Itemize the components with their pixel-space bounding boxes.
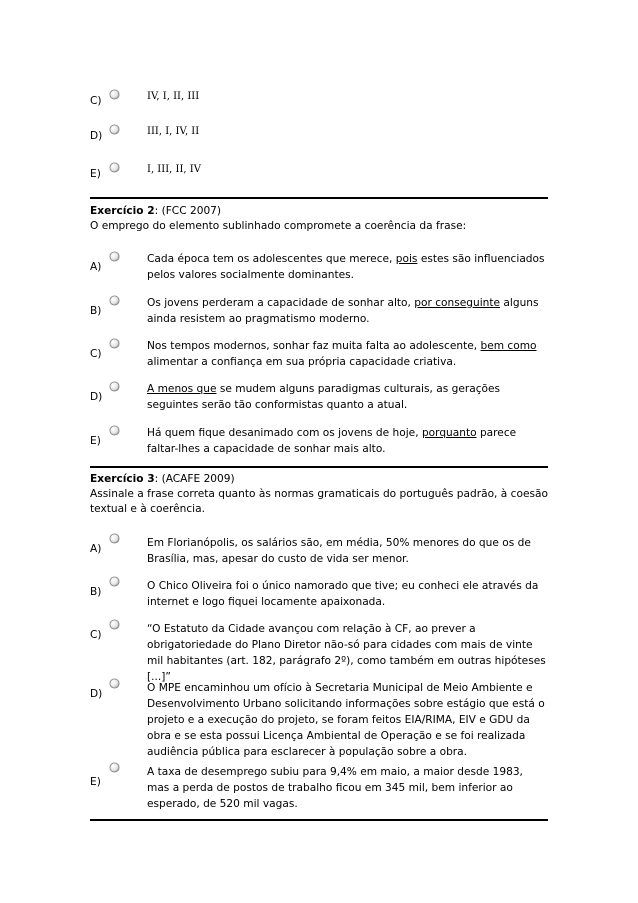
exercise-3-header xyxy=(90,472,552,517)
option-letter: A) xyxy=(90,261,102,273)
option-letter: D) xyxy=(90,688,103,700)
ex3-option-e xyxy=(90,762,550,812)
option-letter: C) xyxy=(90,95,102,107)
ex2-option-d xyxy=(90,381,550,415)
text-pre: Os jovens perderam a capacidade de sonhar alto, xyxy=(147,297,415,309)
option-letter: E) xyxy=(90,168,101,180)
text-pre: Nos tempos modernos, sonhar faz muita falta ao adolescente, xyxy=(147,340,481,352)
radio-button[interactable] xyxy=(109,678,120,689)
text-post: se mudem alguns paradigmas culturais, as gerações seguintes serão tão conformistas quanto a atual. xyxy=(147,383,501,411)
ex3-option-c xyxy=(90,619,550,683)
text-post: alimentar a confiança em sua própria capacidade criativa. xyxy=(147,356,457,368)
underlined-term: bem como xyxy=(480,340,537,352)
radio-button[interactable] xyxy=(109,124,120,135)
option-text: O MPE encaminhou um ofício à Secretaria Municipal de Meio Ambiente e Desenvolvimento Urbano solicitando informações sobre estágio que está o projeto e a execução do projeto, se foram feitos EIA/RIMA, EIV e GDU da obra e se esta possui Licença Ambiental de Operação e se foi realizada audiência pública para esclarecer à população sobre a obra. xyxy=(147,682,545,758)
option-text xyxy=(147,381,547,413)
underlined-term: pois xyxy=(395,253,418,265)
option-text xyxy=(147,338,547,370)
ex3-option-d xyxy=(90,678,550,758)
divider xyxy=(90,197,548,199)
exercise-prompt: Assinale a frase correta quanto às normas gramaticais do português padrão, à coesão textual e à coerência. xyxy=(90,488,548,515)
option-text: A taxa de desemprego subiu para 9,4% em maio, a maior desde 1983, mas a perda de postos de trabalho ficou em 345 mil, bem inferior ao esperado, de 520 mil vagas. xyxy=(147,766,523,810)
option-text: IV, I, II, III xyxy=(147,91,200,102)
text-post: parece faltar-lhes a capacidade de sonhar mais alto. xyxy=(147,427,517,455)
radio-button[interactable] xyxy=(109,619,120,630)
exercise-title xyxy=(90,472,552,487)
ex3-option-b xyxy=(90,576,550,610)
text-post: estes são influenciados pelos valores socialmente dominantes. xyxy=(147,253,545,281)
option-letter: E) xyxy=(90,435,101,447)
radio-button[interactable] xyxy=(109,762,120,773)
radio-button[interactable] xyxy=(109,425,120,436)
ex2-option-a xyxy=(90,251,550,285)
exercise-prompt: O emprego do elemento sublinhado compromete a coerência da frase: xyxy=(90,220,467,232)
text-post: alguns ainda resistem ao pragmatismo moderno. xyxy=(147,297,539,325)
option-letter: B) xyxy=(90,586,102,598)
option-text: Em Florianópolis, os salários são, em média, 50% menores do que os de Brasília, mas, apesar do custo de vida ser menor. xyxy=(147,537,531,565)
underlined-term: A menos que xyxy=(147,383,217,395)
ex3-option-a xyxy=(90,533,550,567)
exercise-2-header xyxy=(90,204,552,234)
option-letter: C) xyxy=(90,629,102,641)
option-text xyxy=(147,295,547,327)
exercise-title-source: : (ACAFE 2009) xyxy=(154,473,235,485)
option-letter: A) xyxy=(90,543,102,555)
radio-button[interactable] xyxy=(109,295,120,306)
ex2-option-e xyxy=(90,425,550,459)
radio-button[interactable] xyxy=(109,162,120,173)
radio-button[interactable] xyxy=(109,533,120,544)
option-letter: B) xyxy=(90,305,102,317)
radio-button[interactable] xyxy=(109,381,120,392)
exercise-title-source: : (FCC 2007) xyxy=(154,205,222,217)
ex2-option-b xyxy=(90,295,550,329)
text-pre: Cada época tem os adolescentes que merece, xyxy=(147,253,396,265)
option-text: I, III, II, IV xyxy=(147,164,201,175)
underlined-term: porquanto xyxy=(421,427,477,439)
option-text xyxy=(147,251,547,283)
option-text: O Chico Oliveira foi o único namorado que tive; eu conheci ele através da internet e logo fiquei locamente apaixonada. xyxy=(147,580,539,608)
ex2-option-c xyxy=(90,338,550,372)
option-letter: D) xyxy=(90,391,103,403)
radio-button[interactable] xyxy=(109,338,120,349)
ex1-option-e xyxy=(90,162,550,182)
ex1-option-d xyxy=(90,124,550,144)
option-text: III, I, IV, II xyxy=(147,126,200,137)
radio-button[interactable] xyxy=(109,251,120,262)
option-letter: E) xyxy=(90,776,101,788)
option-letter: D) xyxy=(90,130,103,142)
divider xyxy=(90,819,548,821)
option-letter: C) xyxy=(90,348,102,360)
underlined-term: por conseguinte xyxy=(414,297,501,309)
exercise-title-bold: Exercício 3 xyxy=(90,473,155,485)
exercise-title-bold: Exercício 2 xyxy=(90,205,155,217)
text-pre: Há quem fique desanimado com os jovens de hoje, xyxy=(147,427,422,439)
option-text: “O Estatuto da Cidade avançou com relação à CF, ao prever a obrigatoriedade do Plano Diretor não-só para cidades com mais de vinte mil habitantes (art. 182, parágrafo 2º), como também em outras hipóteses [...]” xyxy=(147,623,546,683)
divider xyxy=(90,466,548,468)
exercise-title xyxy=(90,204,552,219)
radio-button[interactable] xyxy=(109,576,120,587)
ex1-option-c xyxy=(90,89,550,109)
radio-button[interactable] xyxy=(109,89,120,100)
option-text xyxy=(147,425,547,457)
